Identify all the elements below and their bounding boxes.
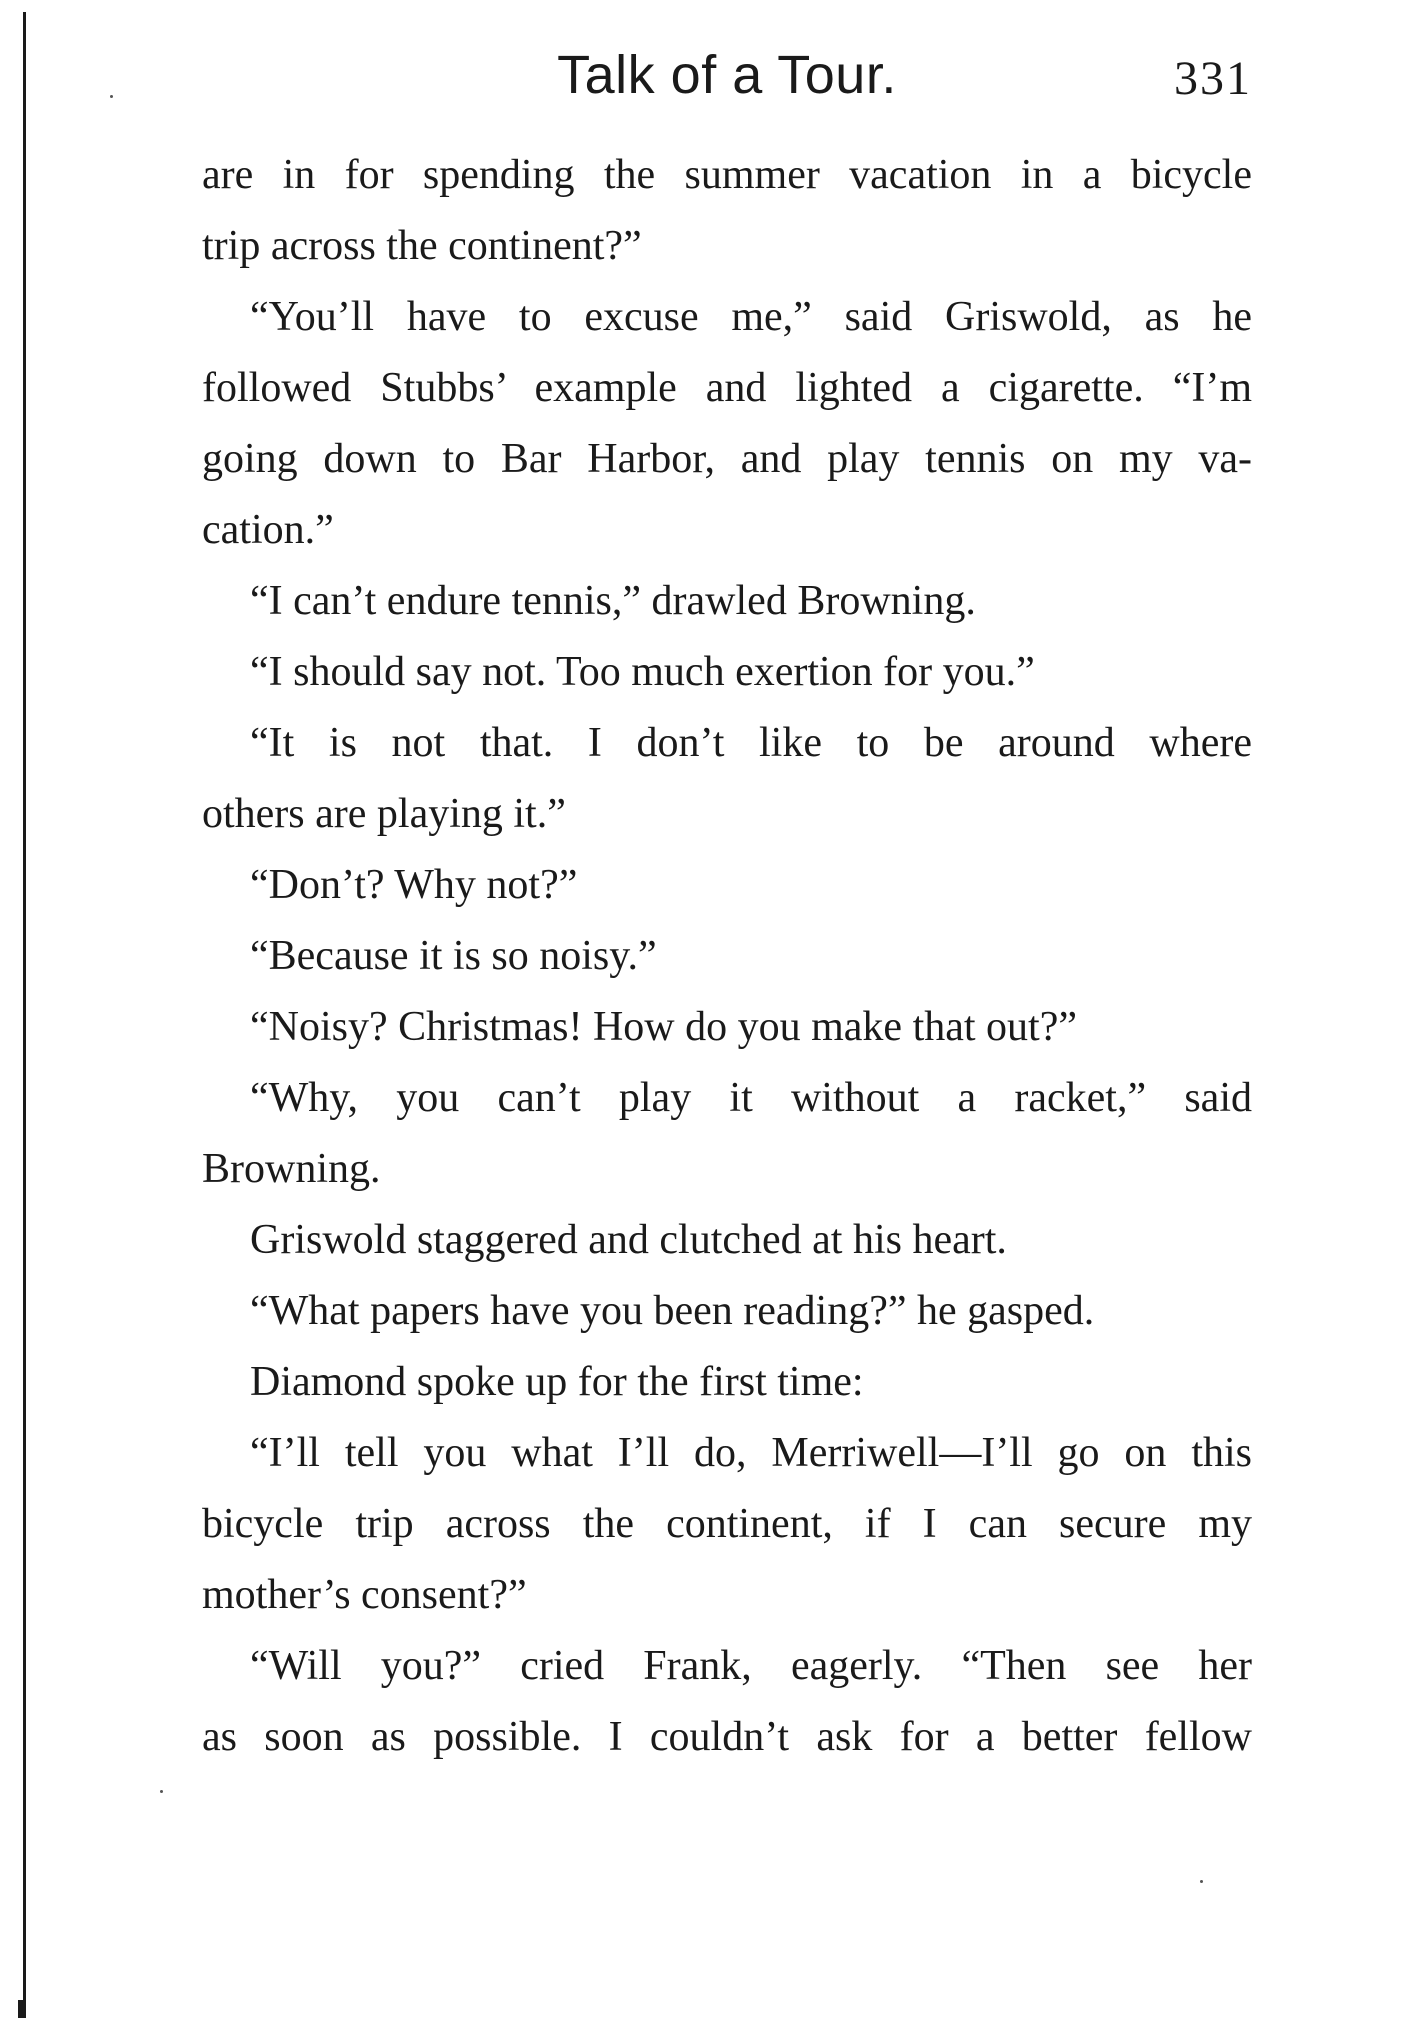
text-line: going down to Bar Harbor, and play tennis on my va- — [202, 436, 1252, 482]
paper-speck — [110, 95, 113, 98]
text-line: “I’ll tell you what I’ll do, Merriwell—I’ll go on this — [250, 1430, 1252, 1476]
text-line: others are playing it.” — [202, 791, 566, 837]
text-line: “You’ll have to excuse me,” said Griswold, as he — [250, 294, 1252, 340]
text-line: as soon as possible. I couldn’t ask for a better fellow — [202, 1714, 1252, 1760]
text-line: bicycle trip across the continent, if I can secure my — [202, 1501, 1252, 1547]
text-line: “Why, you can’t play it without a racket,” said — [250, 1075, 1252, 1121]
text-line: Browning. — [202, 1146, 381, 1192]
text-line: “It is not that. I don’t like to be around where — [250, 720, 1252, 766]
paper-speck — [160, 1790, 163, 1793]
page-number: 331 — [1174, 52, 1252, 105]
text-line: “What papers have you been reading?” he gasped. — [250, 1288, 1095, 1334]
text-line: “Will you?” cried Frank, eagerly. “Then see her — [250, 1643, 1252, 1689]
text-line: “I should say not. Too much exertion for you.” — [250, 649, 1035, 695]
text-line: Diamond spoke up for the first time: — [250, 1359, 864, 1405]
running-title: Talk of a Tour. — [557, 45, 897, 105]
text-line: “I can’t endure tennis,” drawled Browning. — [250, 578, 976, 624]
text-line: mother’s consent?” — [202, 1572, 527, 1618]
binding-mark — [18, 2000, 26, 2018]
text-line: “Noisy? Christmas! How do you make that out?” — [250, 1004, 1077, 1050]
text-line: “Don’t? Why not?” — [250, 862, 578, 908]
text-line: are in for spending the summer vacation in a bicycle — [202, 152, 1252, 198]
text-line: followed Stubbs’ example and lighted a cigarette. “I’m — [202, 365, 1252, 411]
text-line: Griswold staggered and clutched at his heart. — [250, 1217, 1007, 1263]
text-line: trip across the continent?” — [202, 223, 642, 269]
page-binding-edge — [23, 12, 26, 2017]
text-line: cation.” — [202, 507, 334, 553]
text-line: “Because it is so noisy.” — [250, 933, 657, 979]
paper-speck — [1200, 1880, 1203, 1883]
body-text — [202, 140, 1252, 1773]
running-head — [202, 40, 1252, 110]
